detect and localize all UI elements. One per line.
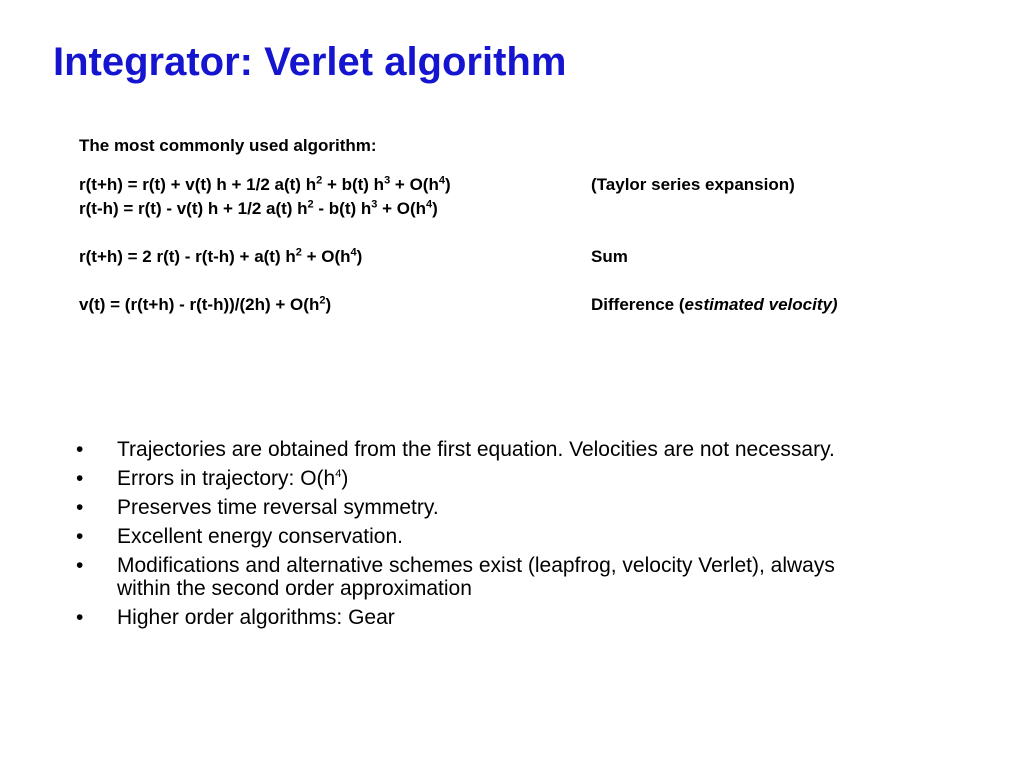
list-item: • Excellent energy conservation. [76,525,403,548]
equation-lhs: $v(t) = (r(t+h) - r(t-h))/(2h) + O(h^2)$ [79,294,332,314]
equation-row-taylor-backward [79,199,959,223]
bullet-marker: • [76,496,84,519]
list-item: • Modifications and alternative schemes exist (leapfrog, velocity Verlet), always within the second order approximation [76,554,835,600]
equation-note: Difference (estimated velocity) [591,295,838,314]
list-item: • Trajectories are obtained from the first equation. Velocities are not necessary. [76,438,835,461]
equation-lhs: r(t-h) = r(t) - v(t) h + 1/2 a(t) $h^2 - b(t) h^3 + O(h^4)$ [79,198,438,218]
list-item: • Higher order algorithms: Gear [76,606,395,629]
bullet-marker: • [76,467,84,490]
equation-note: (Taylor series expansion) [591,175,795,194]
equation-row-sum [79,247,959,271]
equation-note: Sum [591,247,628,266]
equation-lhs: r(t+h) = 2 r(t) - r(t-h) + a(t) $h^2 + O(h^4)$ [79,246,363,266]
bullet-marker: • [76,525,84,548]
bullet-marker: • [76,606,84,629]
list-item: • Preserves time reversal symmetry. [76,496,439,519]
list-item: • Errors in trajectory: $O(h^4)$ [76,467,349,490]
bullet-list [76,438,976,635]
bullet-marker: • [76,438,84,461]
equation-lhs: r(t+h) = r(t) + v(t) h + 1/2 a(t) $h^2 + b(t) h^3 + O(h^4)$ [79,174,451,194]
equation-row-taylor-forward [79,175,959,199]
intro-text: The most commonly used algorithm: [79,136,377,155]
equation-row-difference [79,295,959,319]
bullet-marker: • [76,554,84,577]
slide-title: Integrator: Verlet algorithm [53,40,567,84]
